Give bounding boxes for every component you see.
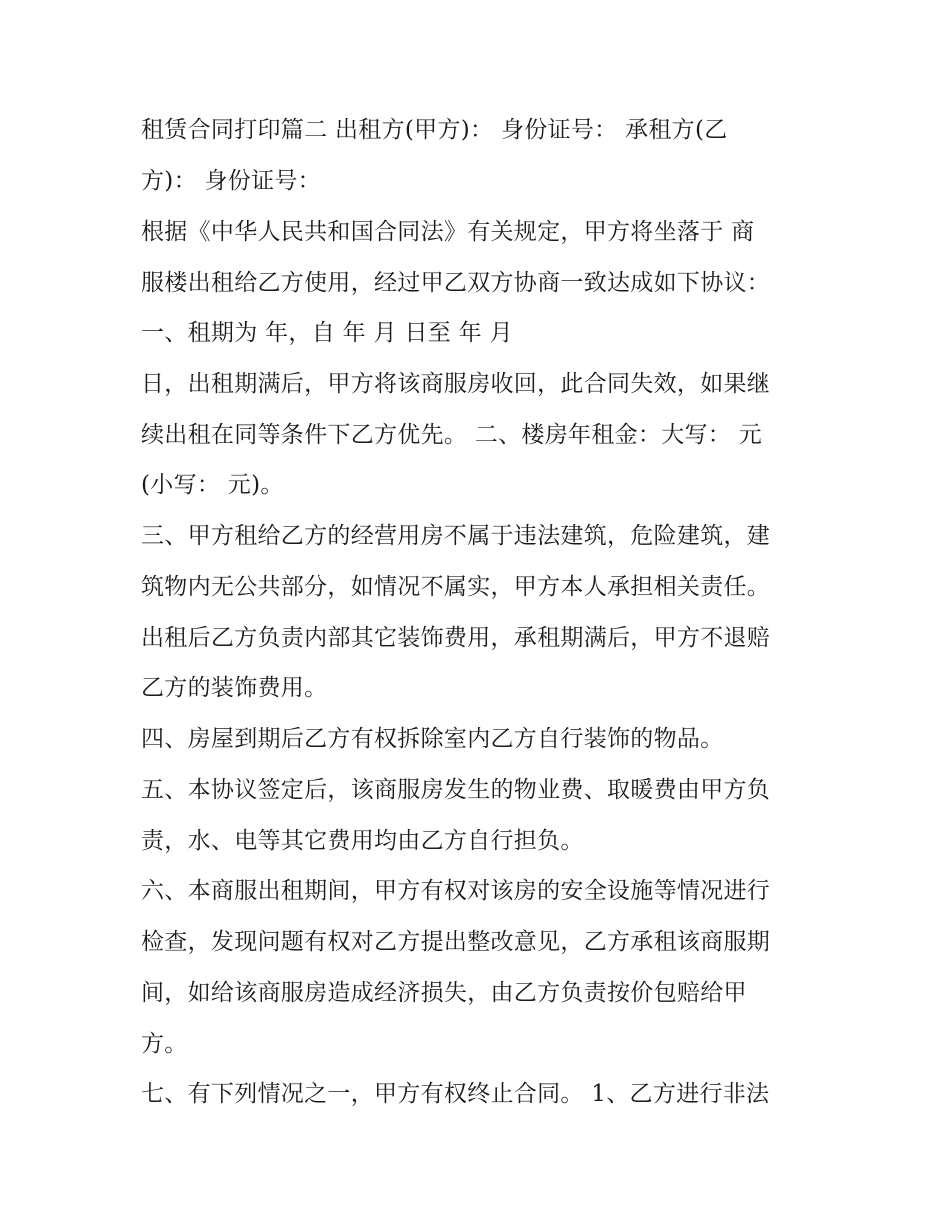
text-line: 日，出租期满后，甲方将该商服房收回，此合同失效，如果继 (141, 371, 771, 397)
text-line: 服楼出租给乙方使用，经过甲乙双方协商一致达成如下协议： (141, 270, 771, 296)
text-line: 方。 (141, 1031, 188, 1057)
text-line: 检查，发现问题有权对乙方提出整改意见，乙方承租该商服期 (141, 929, 771, 955)
text-line: 根据《中华人民共和国合同法》有关规定，甲方将坐落于 商 (141, 219, 755, 245)
text-line: 责，水、电等其它费用均由乙方自行担负。 (141, 828, 584, 854)
text-line: 出租后乙方负责内部其它装饰费用，承租期满后，甲方不退赔 (141, 625, 771, 651)
text-line: 五、本协议签定后，该商服房发生的物业费、取暖费由甲方负 (141, 777, 771, 803)
text-line: 七、有下列情况之一，甲方有权终止合同。 1、乙方进行非法 (141, 1081, 770, 1107)
text-line: 筑物内无公共部分，如情况不属实，甲方本人承担相关责任。 (141, 574, 771, 600)
text-line: 三、甲方租给乙方的经营用房不属于违法建筑，危险建筑，建 (141, 523, 771, 549)
text-line: 一、租期为 年，自 年 月 日至 年 月 (141, 320, 513, 346)
text-line: (小写： 元)。 (141, 472, 284, 498)
text-line: 六、本商服出租期间，甲方有权对该房的安全设施等情况进行 (141, 878, 771, 904)
text-line: 间，如给该商服房造成经济损失，由乙方负责按价包赔给甲 (141, 980, 747, 1006)
text-line: 乙方的装饰费用。 (141, 675, 328, 701)
text-line: 续出租在同等条件下乙方优先。 二、楼房年租金：大写： 元 (141, 422, 763, 448)
text-line: 方)： 身份证号： (141, 168, 321, 194)
text-line: 租赁合同打印篇二 出租方(甲方)： 身份证号： 承租方(乙 (141, 117, 728, 143)
text-line: 四、房屋到期后乙方有权拆除室内乙方自行装饰的物品。 (141, 726, 724, 752)
